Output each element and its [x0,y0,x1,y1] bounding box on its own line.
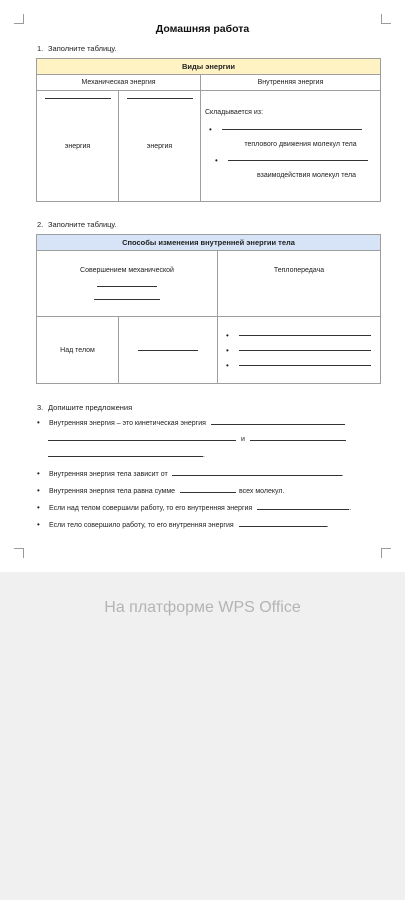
blank-line[interactable] [239,526,327,527]
list-item: • [226,361,380,370]
blank-line[interactable] [172,475,342,476]
blank-line[interactable] [94,299,160,300]
mechanical-cell-1 [37,91,119,202]
internal-energy-cell [201,91,381,202]
table-header: Способы изменения внутренней энергии тела [37,235,381,251]
task-3-instruction: 3. Допишите предложения [37,403,133,412]
table-header: Виды энергии [37,59,381,75]
blank-line[interactable] [45,98,111,99]
blank-line[interactable] [239,350,371,351]
cell-word: энергия [146,142,173,150]
mechanical-cell-2 [119,91,201,202]
column-header-heat-transfer: Теплопередача [218,251,381,317]
on-body-answer-cell [119,317,218,384]
blank-line[interactable] [257,509,349,510]
blank-line[interactable] [138,350,198,351]
sentence-1-end: . [48,452,205,459]
column-header-mechanical-work: Совершением механической [80,267,174,274]
column-header-internal: Внутренняя энергия [201,75,381,91]
sentence-1: • Внутренняя энергия – это кинетическая энергия [37,419,345,427]
sentence-3: • Внутренняя энергия тела равна сумме всех молекул. [37,486,285,495]
blank-line[interactable] [180,492,236,493]
blank-line[interactable] [127,98,193,99]
blank-line[interactable] [48,456,203,457]
consists-of-label: Складывается из: [205,109,263,116]
sentence-2: • Внутренняя энергия тела зависит от . [37,469,344,478]
list-item: • [209,125,376,134]
task-1-instruction: 1. Заполните таблицу. [37,44,117,53]
crop-mark [381,548,391,558]
item-interaction: взаимодействия молекул тела [257,172,356,179]
blank-line[interactable] [239,335,371,336]
task-2-instruction: 2. Заполните таблицу. [37,220,117,229]
list-item: • [226,346,380,355]
blank-line[interactable] [48,440,236,441]
wps-platform-watermark: На платформе WPS Office [104,599,301,616]
column-header-mechanical: Механическая энергия [37,75,201,91]
cell-word: энергия [64,142,91,150]
blank-line[interactable] [97,286,157,287]
sentence-5: • Если тело совершило работу, то его внутренняя энергия . [37,520,329,529]
energy-change-table [36,234,381,384]
item-thermal-motion: теплового движения молекул тела [244,141,357,148]
blank-line[interactable] [228,160,368,161]
crop-mark [14,548,24,558]
blank-line[interactable] [211,424,345,425]
blank-line[interactable] [222,129,362,130]
blank-line[interactable] [239,365,371,366]
energy-types-table [36,58,381,202]
sentence-1-continued: и [48,436,346,443]
heat-transfer-cell [218,317,381,384]
list-item: • [215,156,376,165]
mechanical-work-cell [37,251,218,317]
list-item: • [226,331,380,340]
row-label-on-body: Над телом [37,317,119,384]
sentence-4: • Если над телом совершили работу, то его внутренняя энергия . [37,503,352,512]
document-title: Домашняя работа [155,23,250,35]
blank-line[interactable] [250,440,346,441]
